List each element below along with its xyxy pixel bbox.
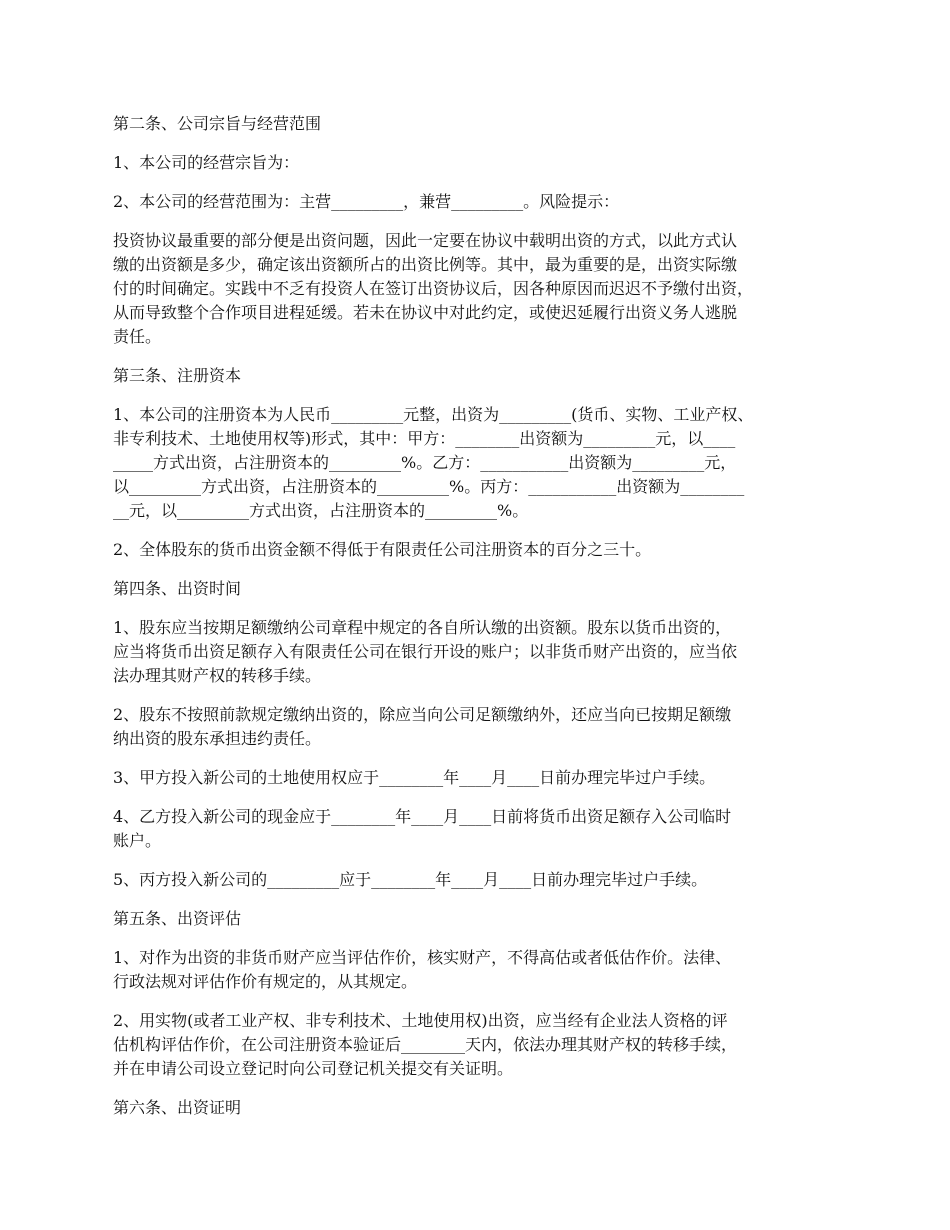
document-body [113, 112, 843, 1135]
paragraph [113, 805, 843, 853]
paragraph-line: 付的时间确定。实践中不乏有投资人在签订出资协议后，因各种原因而迟迟不予缴付出资， [113, 279, 754, 298]
paragraph [113, 151, 843, 175]
paragraph [113, 766, 843, 790]
paragraph [113, 1009, 843, 1081]
paragraph-line: 第四条、出资时间 [113, 579, 242, 598]
paragraph-line: 非专利技术、土地使用权等)形式，其中：甲方：________出资额为_________元，以____ [113, 429, 736, 448]
paragraph-line: 2、股东不按照前款规定缴纳出资的，除应当向公司足额缴纳外，还应当向已按期足额缴 [113, 705, 732, 724]
paragraph-line: 以_________方式出资，占注册资本的_________%。丙方：___________出资额为________ [113, 477, 745, 496]
paragraph [113, 868, 843, 892]
paragraph [113, 364, 843, 388]
paragraph-line: 第三条、注册资本 [113, 366, 242, 385]
paragraph-line: 从而导致整个合作项目进程延缓。若未在协议中对此约定，或使迟延履行出资义务人逃脱 [113, 303, 738, 322]
paragraph-line: 并在申请公司设立登记时向公司登记机关提交有关证明。 [113, 1059, 514, 1078]
paragraph [113, 1096, 843, 1120]
paragraph-line: 账户。 [113, 831, 162, 850]
paragraph-line: 1、股东应当按期足额缴纳公司章程中规定的各自所认缴的出资额。股东以货币出资的， [113, 618, 732, 637]
paragraph [113, 229, 843, 349]
paragraph [113, 190, 843, 214]
paragraph-line: 2、用实物(或者工业产权、非专利技术、土地使用权)出资，应当经有企业法人资格的评 [113, 1011, 728, 1030]
paragraph-line: 第二条、公司宗旨与经营范围 [113, 114, 322, 133]
paragraph-line: 5、丙方投入新公司的_________应于________年____月____日前办理完毕过户手续。 [113, 870, 708, 889]
paragraph-line: 应当将货币出资足额存入有限责任公司在银行开设的账户；以非货币财产出资的，应当依 [113, 642, 738, 661]
paragraph [113, 703, 843, 751]
paragraph [113, 538, 843, 562]
paragraph-line: 第六条、出资证明 [113, 1098, 242, 1117]
paragraph-line: __元，以_________方式出资，占注册资本的_________%。 [113, 501, 529, 520]
paragraph-line: 2、本公司的经营范围为：主营_________，兼营_________。风险提示： [113, 192, 620, 211]
paragraph [113, 112, 843, 136]
paragraph-line: 纳出资的股东承担违约责任。 [113, 729, 322, 748]
paragraph-line: 第五条、出资评估 [113, 909, 242, 928]
paragraph [113, 577, 843, 601]
paragraph-line: _____方式出资，占注册资本的_________%。乙方：___________出资额为_________元， [113, 453, 737, 472]
paragraph-line: 投资协议最重要的部分便是出资问题，因此一定要在协议中载明出资的方式，以此方式认 [113, 231, 738, 250]
paragraph-line: 行政法规对评估作价有规定的，从其规定。 [113, 972, 418, 991]
paragraph-line: 4、乙方投入新公司的现金应于________年____月____日前将货币出资足额存入公司临时 [113, 807, 732, 826]
paragraph [113, 616, 843, 688]
paragraph-line: 1、本公司的经营宗旨为： [113, 153, 300, 172]
paragraph-line: 缴的出资额是多少，确定该出资额所占的出资比例等。其中，最为重要的是，出资实际缴 [113, 255, 738, 274]
paragraph [113, 403, 843, 523]
paragraph-line: 3、甲方投入新公司的土地使用权应于________年____月____日前办理完毕过户手续。 [113, 768, 716, 787]
paragraph-line: 法办理其财产权的转移手续。 [113, 666, 322, 685]
paragraph [113, 946, 843, 994]
paragraph [113, 907, 843, 931]
paragraph-line: 1、本公司的注册资本为人民币_________元整，出资为_________(货币、实物、工业产权、 [113, 405, 754, 424]
paragraph-line: 责任。 [113, 327, 162, 346]
paragraph-line: 估机构评估作价，在公司注册资本验证后________天内，依法办理其财产权的转移手续， [113, 1035, 738, 1054]
paragraph-line: 1、对作为出资的非货币财产应当评估作价，核实财产，不得高估或者低估作价。法律、 [113, 948, 732, 967]
paragraph-line: 2、全体股东的货币出资金额不得低于有限责任公司注册资本的百分之三十。 [113, 540, 652, 559]
